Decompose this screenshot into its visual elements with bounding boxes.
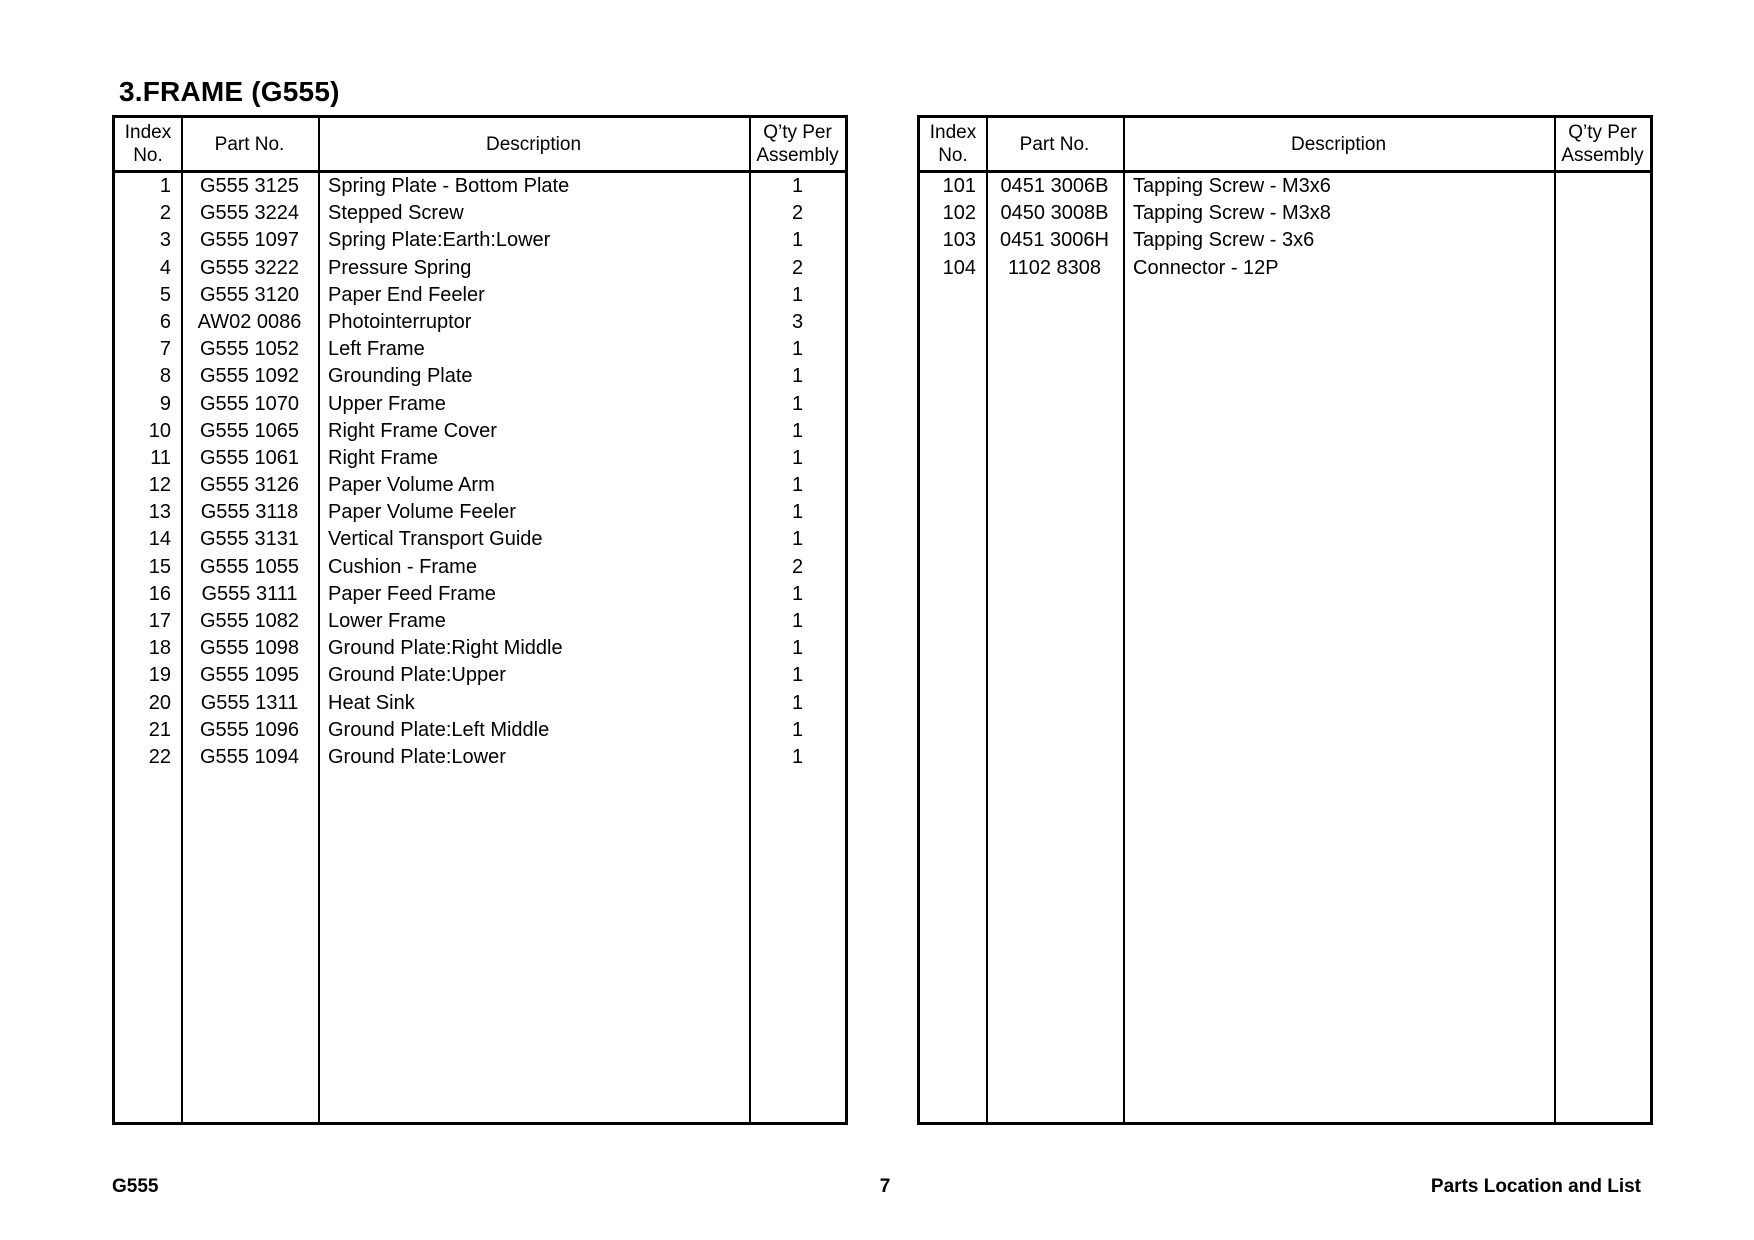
- cell-part-no: G555 3224: [200, 202, 299, 225]
- header-description: [318, 118, 749, 170]
- cell-qty: 1: [791, 610, 804, 632]
- cell-qty: 1: [791, 446, 804, 469]
- cell-qty: 1: [791, 528, 804, 551]
- cell-part-no: G555 1094: [200, 745, 299, 768]
- cell-qty: 3: [791, 310, 804, 333]
- table-row: [920, 255, 1650, 282]
- table-row: [115, 581, 845, 608]
- cell-index: 6: [159, 310, 171, 333]
- cell-description: Paper Volume Feeler: [328, 501, 516, 524]
- header-index: [920, 118, 986, 170]
- header-part-no: [986, 118, 1123, 170]
- footer-section: Parts Location and List: [1430, 1176, 1641, 1197]
- cell-index: 11: [150, 446, 171, 469]
- cell-description: Vertical Transport Guide: [328, 528, 543, 551]
- table-body-right: [920, 173, 1650, 282]
- table-row: [920, 173, 1650, 200]
- cell-description: Photointerruptor: [328, 310, 472, 333]
- table-row: [115, 282, 845, 309]
- cell-qty: 1: [791, 283, 804, 306]
- table-row: [115, 554, 845, 581]
- table-row: [115, 309, 845, 336]
- cell-description: Ground Plate:Right Middle: [328, 637, 563, 660]
- table-row: [115, 391, 845, 418]
- cell-qty: 1: [791, 582, 804, 605]
- header-part-no: [181, 118, 318, 170]
- cell-description: Tapping Screw - 3x6: [1133, 229, 1315, 252]
- cell-description: Paper Feed Frame: [328, 582, 496, 605]
- cell-description: Lower Frame: [328, 610, 446, 632]
- cell-part-no: G555 3118: [200, 501, 299, 524]
- cell-index: 21: [148, 718, 171, 741]
- cell-qty: [1554, 200, 1651, 227]
- cell-description: Ground Plate:Left Middle: [328, 718, 550, 741]
- cell-qty: 1: [791, 338, 804, 361]
- cell-description: Right Frame Cover: [328, 419, 497, 442]
- cell-part-no: G555 1052: [200, 338, 299, 361]
- cell-qty: 1: [791, 474, 804, 497]
- cell-description: Left Frame: [328, 338, 425, 361]
- cell-part-no: G555 3222: [200, 256, 299, 279]
- parts-table-right: [917, 115, 1653, 1125]
- cell-part-no: G555 3125: [200, 175, 299, 197]
- table-row: [115, 635, 845, 662]
- table-row: [115, 744, 845, 771]
- cell-part-no: G555 1065: [200, 419, 299, 442]
- cell-description: Stepped Screw: [328, 202, 464, 225]
- cell-index: 9: [159, 392, 171, 415]
- cell-part-no: G555 1098: [200, 637, 299, 660]
- table-row: [115, 690, 845, 717]
- cell-qty: 1: [791, 419, 804, 442]
- cell-index: 101: [942, 175, 976, 197]
- table-row: [115, 363, 845, 390]
- header-description-text: Description: [485, 133, 582, 155]
- cell-index: 14: [148, 528, 171, 551]
- cell-description: Heat Sink: [328, 691, 415, 714]
- table-row: [115, 173, 845, 200]
- cell-part-no: G555 1061: [200, 446, 299, 469]
- cell-index: 5: [159, 283, 171, 306]
- header-index-text: Index No.: [929, 122, 977, 166]
- cell-index: 19: [148, 664, 171, 687]
- cell-description: Cushion - Frame: [328, 555, 477, 578]
- table-row: [115, 445, 845, 472]
- table-row: [115, 499, 845, 526]
- cell-part-no: 0451 3006H: [1000, 229, 1109, 252]
- cell-index: 16: [148, 582, 171, 605]
- cell-index: 22: [148, 745, 171, 768]
- cell-index: 2: [159, 202, 171, 225]
- header-part-text: Part No.: [214, 133, 285, 155]
- cell-qty: 1: [791, 365, 804, 388]
- cell-qty: 1: [791, 664, 804, 687]
- cell-qty: 1: [791, 718, 804, 741]
- cell-index: 10: [148, 419, 171, 442]
- cell-part-no: G555 1311: [200, 691, 299, 714]
- cell-description: Paper Volume Arm: [328, 474, 495, 497]
- cell-part-no: G555 1055: [200, 555, 299, 578]
- cell-index: 4: [159, 256, 171, 279]
- table-body-left: [115, 173, 845, 771]
- table-row: [115, 255, 845, 282]
- cell-description: Paper End Feeler: [328, 283, 485, 306]
- table-row: [115, 662, 845, 689]
- cell-qty: 1: [791, 392, 804, 415]
- cell-part-no: AW02 0086: [197, 310, 302, 333]
- table-row: [115, 717, 845, 744]
- cell-description: Spring Plate - Bottom Plate: [328, 175, 570, 197]
- cell-index: 1: [159, 175, 171, 197]
- footer-model: G555: [112, 1176, 159, 1197]
- cell-part-no: 0450 3008B: [1000, 202, 1109, 225]
- cell-index: 13: [148, 501, 171, 524]
- cell-part-no: G555 3126: [200, 474, 299, 497]
- cell-qty: 1: [791, 745, 804, 768]
- cell-part-no: G555 1097: [200, 229, 299, 252]
- cell-index: 18: [148, 637, 171, 660]
- table-row: [115, 526, 845, 553]
- cell-index: 3: [159, 229, 171, 252]
- page-title: 3.FRAME (G555): [119, 76, 340, 107]
- cell-description: Upper Frame: [328, 392, 446, 415]
- cell-index: 7: [159, 338, 171, 361]
- table-row: [115, 336, 845, 363]
- cell-description: Tapping Screw - M3x8: [1133, 202, 1331, 225]
- cell-qty: 2: [791, 256, 804, 279]
- cell-index: 104: [942, 256, 976, 279]
- cell-description: Spring Plate:Earth:Lower: [328, 229, 551, 252]
- cell-qty: 2: [791, 555, 804, 578]
- cell-qty: [1554, 173, 1651, 200]
- cell-qty: 1: [791, 501, 804, 524]
- cell-part-no: G555 1096: [200, 718, 299, 741]
- table-row: [920, 227, 1650, 254]
- cell-part-no: G555 1092: [200, 365, 299, 388]
- table-row: [920, 200, 1650, 227]
- cell-index: 15: [148, 555, 171, 578]
- cell-description: Right Frame: [328, 446, 439, 469]
- cell-description: Tapping Screw - M3x6: [1133, 175, 1331, 197]
- header-part-text: Part No.: [1019, 133, 1090, 155]
- cell-index: 8: [159, 365, 171, 388]
- cell-index: 103: [942, 229, 976, 252]
- cell-qty: 1: [791, 229, 804, 252]
- cell-qty: 1: [791, 637, 804, 660]
- cell-part-no: G555 3131: [200, 528, 299, 551]
- cell-qty: [1554, 227, 1651, 254]
- header-qty-text: Q’ty Per Assembly: [756, 122, 839, 166]
- cell-index: 102: [942, 202, 976, 225]
- cell-part-no: G555 3120: [200, 283, 299, 306]
- cell-description: Ground Plate:Upper: [328, 664, 506, 687]
- cell-description: Connector - 12P: [1133, 256, 1279, 279]
- cell-index: 17: [148, 610, 171, 632]
- table-row: [115, 200, 845, 227]
- cell-part-no: G555 1095: [200, 664, 299, 687]
- cell-qty: 1: [791, 175, 804, 197]
- header-qty: [1554, 118, 1651, 170]
- header-description-text: Description: [1290, 133, 1387, 155]
- header-description: [1123, 118, 1554, 170]
- header-qty: [749, 118, 846, 170]
- cell-part-no: 1102 8308: [1007, 256, 1102, 279]
- cell-index: 20: [148, 691, 171, 714]
- cell-qty: [1554, 255, 1651, 282]
- table-row: [115, 472, 845, 499]
- cell-part-no: G555 1070: [200, 392, 299, 415]
- table-row: [115, 608, 845, 635]
- table-row: [115, 227, 845, 254]
- table-row: [115, 418, 845, 445]
- footer-page-number: 7: [879, 1176, 891, 1197]
- cell-part-no: G555 1082: [200, 610, 299, 632]
- cell-part-no: 0451 3006B: [1000, 175, 1109, 197]
- cell-part-no: G555 3111: [201, 582, 298, 605]
- parts-table-left: [112, 115, 848, 1125]
- header-index-text: Index No.: [124, 122, 172, 166]
- cell-qty: 2: [791, 202, 804, 225]
- cell-index: 12: [148, 474, 171, 497]
- cell-description: Ground Plate:Lower: [328, 745, 506, 768]
- header-qty-text: Q’ty Per Assembly: [1561, 122, 1644, 166]
- cell-qty: 1: [791, 691, 804, 714]
- cell-description: Grounding Plate: [328, 365, 473, 388]
- header-index: [115, 118, 181, 170]
- cell-description: Pressure Spring: [328, 256, 472, 279]
